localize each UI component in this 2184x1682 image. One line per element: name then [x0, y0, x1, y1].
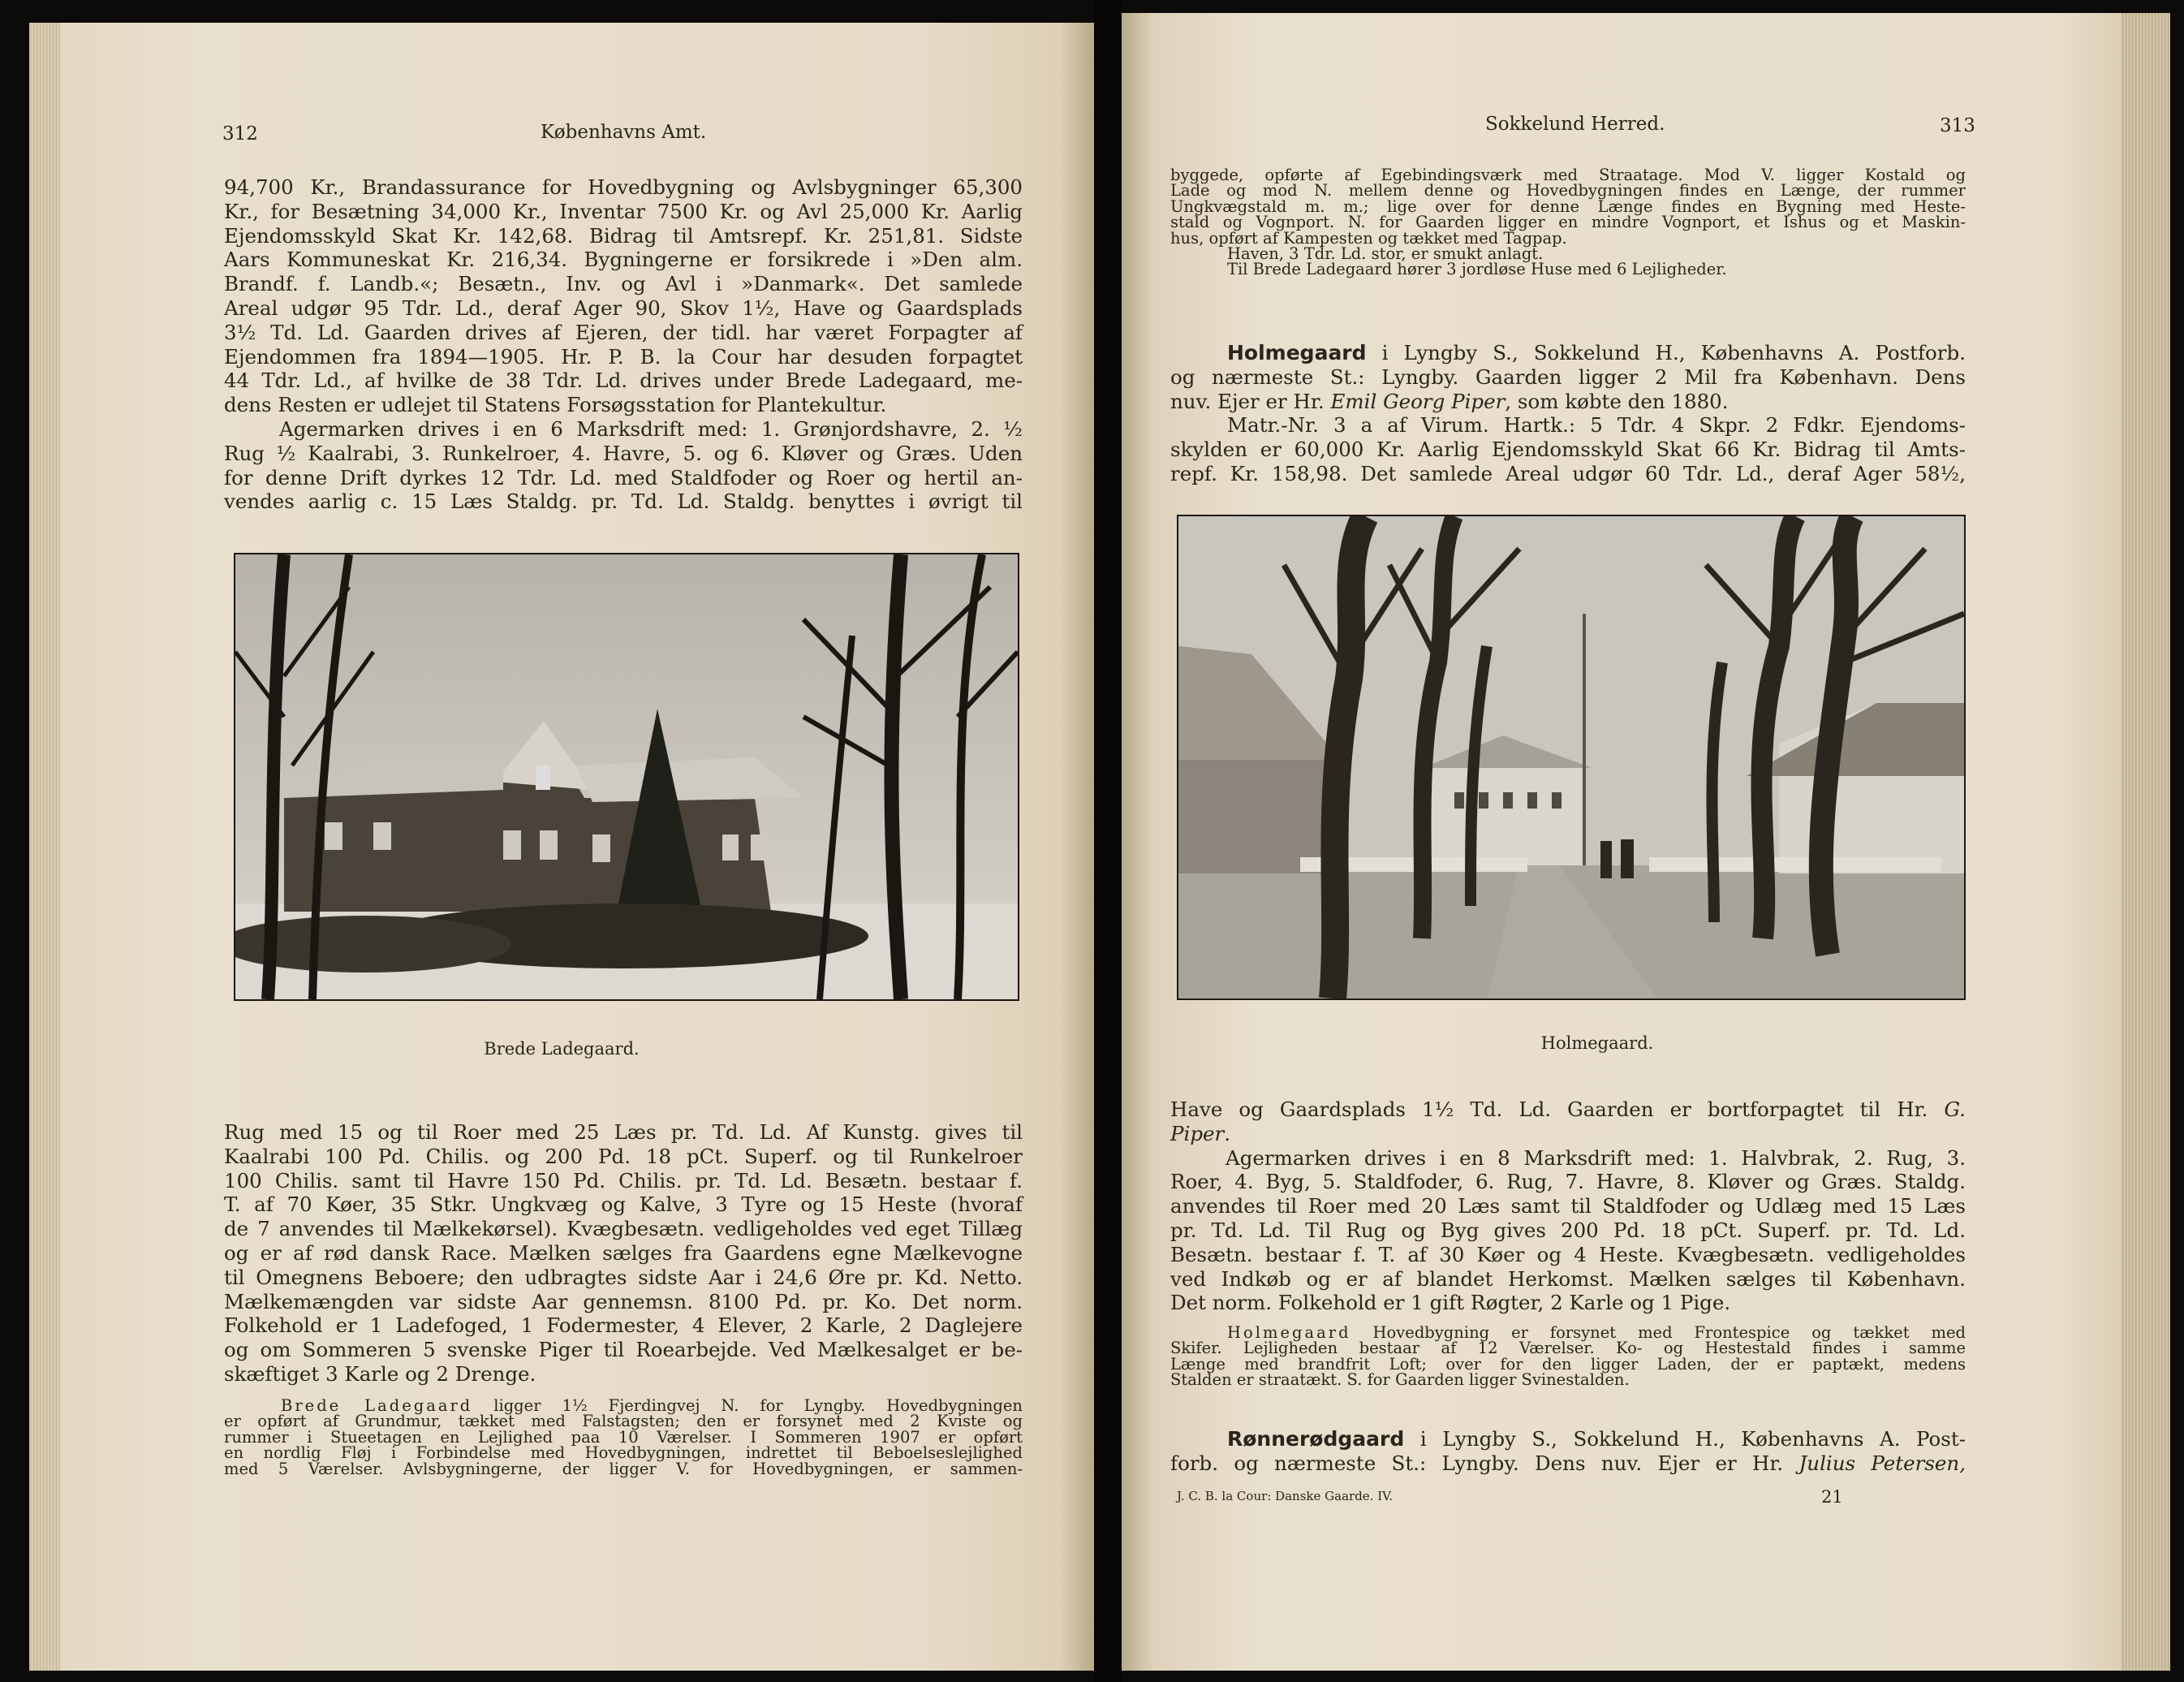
text-line: 100 Chilis. samt til Havre 150 Pd. Chilis. pr. Td. Ld. Besætn. bestaar f.: [224, 1168, 1023, 1192]
text-line: for denne Drift dyrkes 12 Tdr. Ld. med Staldfoder og Roer og hertil an-: [224, 465, 1023, 490]
photo-caption: Holmegaard.: [1540, 1033, 1654, 1053]
text-line: [1170, 1098, 1966, 1122]
text-line: T. af 70 Køer, 35 Stkr. Ungkvæg og Kalve, 3 Tyre og 15 Heste (hvoraf: [224, 1192, 1023, 1217]
text-line: [1170, 1451, 1966, 1476]
owner-name: Emil Georg Piper: [1330, 389, 1506, 413]
photo-holmegaard: [1177, 515, 1966, 1000]
text-span: Hovedbygning er forsynet med Frontespice og tækket med: [1372, 1323, 1966, 1342]
text-line: pr. Td. Ld. Til Rug og Byg gives 200 Pd. 18 pCt. Superf. pr. Td. Ld.: [1170, 1218, 1966, 1242]
text-line: Det norm. Folkehold er 1 gift Røgter, 2 Karle og 1 Pige.: [1170, 1291, 1731, 1315]
text-block-bottom: [1170, 1098, 1966, 1315]
text-line: Ejendomsskyld Skat Kr. 142,68. Bidrag til Amtsrepf. Kr. 251,81. Sidste: [224, 223, 1023, 248]
book-gutter: [1094, 0, 1122, 1682]
text-line: med 5 Værelser. Avlsbygningerne, der ligger V. for Hovedbygningen, er sammen-: [224, 1459, 1023, 1478]
text-line: er opført af Grundmur, tækket med Falstagsten; den er forsynet med 2 Kviste og: [224, 1412, 1023, 1431]
page-edge: [2122, 13, 2170, 1671]
agermarken-paragraph: [224, 417, 1023, 514]
text-span: ligger 1½ Fjerdingvej N. for Lyngby. Hovedbygningen: [493, 1396, 1023, 1415]
text-line: rummer i Stueetagen en Lejlighed paa 10 Værelser. I Sommeren 1907 er opført: [224, 1427, 1023, 1447]
text-line: [1170, 438, 1966, 462]
owner-name: G.: [1944, 1098, 1966, 1121]
text-line: [1170, 341, 1966, 365]
text-line: [1170, 390, 1966, 414]
ronnerodgaard-entry: [1170, 1427, 1966, 1476]
text-line: de 7 anvendes til Mælkekørsel). Kvægbesætn. vedligeholdes ved eget Tillæg: [224, 1217, 1023, 1241]
text-line: skæftiget 3 Karle og 2 Drenge.: [224, 1361, 536, 1386]
text-line: og om Sommeren 5 svenske Piger til Roearbejde. Ved Mælkesalget er be-: [224, 1338, 1023, 1362]
running-head: Københavns Amt.: [541, 122, 707, 143]
text-line: dens Resten er udlejet til Statens Forsøgsstation for Plantekultur.: [224, 393, 887, 417]
text-span: nuv. Ejer er Hr.: [1170, 389, 1325, 413]
text-line: stald og Vognport. N. for Gaarden ligger en mindre Vognport, et Ishus og et Maskin-: [1170, 213, 1966, 232]
page-number: 312: [222, 123, 258, 144]
text-line: ved Indkøb og er af blandet Herkomst. Mælken sælges til København.: [1170, 1266, 1966, 1291]
text-line: Kr., for Besætning 34,000 Kr., Inventar 7500 Kr. og Avl 25,000 Kr. Aarlig: [224, 199, 1023, 223]
text-line: og er af rød dansk Race. Mælken sælges fra Gaardens egne Mælkevogne: [224, 1240, 1023, 1265]
text-line: [1170, 365, 1966, 390]
text-span: i Lyngby S., Sokkelund H., Københavns A. Post-: [1419, 1427, 1966, 1451]
text-line: Piper.: [1170, 1121, 1231, 1145]
owner-name: Piper: [1170, 1121, 1225, 1145]
text-line: vendes aarlig c. 15 Læs Staldg. pr. Td. Ld. Staldg. benyttes i øvrigt til: [224, 490, 1023, 514]
text-block-bottom: [224, 1120, 1023, 1387]
photo-caption: Brede Ladegaard.: [484, 1039, 640, 1059]
text-line: hus, opført af Kampesten og tækket med Tagpap.: [1170, 228, 1567, 248]
text-span: repf. Kr. 158,98. Det samlede Areal udgør 60 Tdr. Ld., deraf Ager 58½,: [1170, 461, 1966, 485]
text-line: Haven, 3 Tdr. Ld. stor, er smukt anlagt.: [1227, 244, 1544, 264]
text-line: Skifer. Lejligheden bestaar af 12 Værelser. Ko- og Hestestald findes i samme: [1170, 1339, 1966, 1358]
text-line: Lade og mod N. mellem denne og Hovedbygningen findes en Længe, der rummer: [1170, 181, 1966, 201]
text-line: Kaalrabi 100 Pd. Chilis. og 200 Pd. 18 pCt. Superf. og til Runkelroer: [224, 1144, 1023, 1168]
text-line: anvendes til Roer med 20 Læs samt til Staldfoder og Udlæg med 15 Læs: [1170, 1194, 1966, 1218]
page-edge: [29, 23, 60, 1671]
entry-name: Rønnerødgaard: [1227, 1427, 1405, 1451]
small-print-block: [224, 1398, 1023, 1477]
text-line: Agermarken drives i en 6 Marksdrift med: 1. Grønjordshavre, 2. ½: [279, 416, 1023, 441]
small-print-continued: [1170, 167, 1966, 278]
text-span: i Lyngby S., Sokkelund H., Københavns A. Postforb.: [1381, 341, 1966, 364]
text-span: og nærmeste St.: Lyngby. Gaarden ligger 2 Mil fra København. Dens: [1170, 364, 1966, 389]
text-line: til Omegnens Beboere; den udbragtes sidste Aar i 24,6 Øre pr. Kd. Netto.: [224, 1265, 1023, 1289]
text-line: Længe med brandfrit Loft; over for den ligger Laden, der er paptækt, medens: [1170, 1354, 1966, 1374]
text-line: en nordlig Fløj i Forbindelse med Hovedbygningen, indrettet til Beboelseslejlighed: [224, 1443, 1023, 1463]
text-line: Agermarken drives i en 8 Marksdrift med: 1. Halvbrak, 2. Rug, 3.: [1226, 1145, 1966, 1170]
text-line: Rug ½ Kaalrabi, 3. Runkelroer, 4. Havre, 5. og 6. Kløver og Græs. Uden: [224, 441, 1023, 465]
footer-signature: 21: [1821, 1487, 1843, 1507]
text-line: Roer, 4. Byg, 5. Staldfoder, 6. Rug, 7. Havre, 8. Kløver og Græs. Staldg.: [1170, 1170, 1966, 1194]
small-print-block: [1170, 1325, 1966, 1388]
text-line: [1170, 413, 1966, 438]
left-page: [29, 23, 1094, 1671]
text-line: 44 Tdr. Ld., af hvilke de 38 Tdr. Ld. drives under Brede Ladegaard, me-: [224, 369, 1023, 393]
text-line: Ungkvægstald m. m.; lige over for denne Længe findes en Bygning med Heste-: [1170, 196, 1966, 216]
text-line: [1170, 1427, 1966, 1451]
right-page: [1122, 13, 2170, 1671]
text-span: skylden er 60,000 Kr. Aarlig Ejendomsskyld Skat 66 Kr. Bidrag til Amts-: [1170, 438, 1966, 462]
running-head: Sokkelund Herred.: [1485, 114, 1665, 135]
text-line: Mælkemængden var sidste Aar gennemsn. 8100 Pd. pr. Ko. Det norm.: [224, 1289, 1023, 1313]
text-line: Til Brede Ladegaard hører 3 jordløse Huse med 6 Lejligheder.: [1227, 260, 1727, 279]
text-span: Have og Gaardsplads 1½ Td. Ld. Gaarden er bortforpagtet til Hr.: [1170, 1098, 1928, 1121]
text-line: Stalden er straatækt. S. for Gaarden ligger Svinestalden.: [1170, 1370, 1630, 1390]
text-line: 94,700 Kr., Brandassurance for Hovedbygning og Avlsbygninger 65,300: [224, 175, 1023, 199]
footer-book-title: J. C. B. la Cour: Danske Gaarde. IV.: [1177, 1489, 1394, 1503]
holmegaard-entry: [1170, 341, 1966, 486]
entry-name: Holmegaard: [1227, 341, 1367, 364]
text-line: Folkehold er 1 Ladefoged, 1 Fodermester, 4 Elever, 2 Karle, 2 Daglejere: [224, 1313, 1023, 1338]
text-span: forb. og nærmeste St.: Lyngby. Dens nuv. Ejer er Hr.: [1170, 1451, 1784, 1475]
photo-brede-ladegaard-image: [235, 554, 1018, 999]
text-block-top: [224, 175, 1023, 514]
entry-name: Holmegaard: [1227, 1323, 1351, 1342]
page-number: 313: [1940, 115, 1975, 136]
owner-name: Julius Petersen,: [1798, 1451, 1966, 1475]
text-line: Rug med 15 og til Roer med 25 Læs pr. Td. Ld. Af Kunstg. gives til: [224, 1120, 1023, 1144]
text-line: byggede, opførte af Egebindingsværk med Straatage. Mod V. ligger Kostald og: [1170, 166, 1966, 184]
photo-holmegaard-image: [1178, 516, 1964, 998]
text-line: Brandf. f. Landb.«; Besætn., Inv. og Avl i »Danmark«. Det samlede: [224, 272, 1023, 296]
text-line: [1170, 462, 1966, 486]
entry-name: Brede Ladegaard: [281, 1396, 473, 1415]
text-line: Areal udgør 95 Tdr. Ld., deraf Ager 90, Skov 1½, Have og Gaardsplads: [224, 295, 1023, 320]
photo-brede-ladegaard: [234, 553, 1019, 1001]
agermarken-paragraph: [1170, 1146, 1966, 1316]
text-line: Besætn. bestaar f. T. af 30 Køer og 4 Heste. Kvægbesætn. vedligeholdes: [1170, 1242, 1966, 1266]
text-line: 3½ Td. Ld. Gaarden drives af Ejeren, der tidl. har været Forpagter af: [224, 320, 1023, 344]
text-line: Ejendommen fra 1894—1905. Hr. P. B. la Cour har desuden forpagtet: [224, 344, 1023, 369]
text-line: Aars Kommuneskat Kr. 216,34. Bygningerne er forsikrede i »Den alm.: [224, 248, 1023, 272]
text-span: Matr.-Nr. 3 a af Virum. Hartk.: 5 Tdr. 4 Skpr. 2 Fdkr. Ejendoms-: [1227, 413, 1966, 438]
text-span: , som købte den 1880.: [1505, 389, 1729, 413]
